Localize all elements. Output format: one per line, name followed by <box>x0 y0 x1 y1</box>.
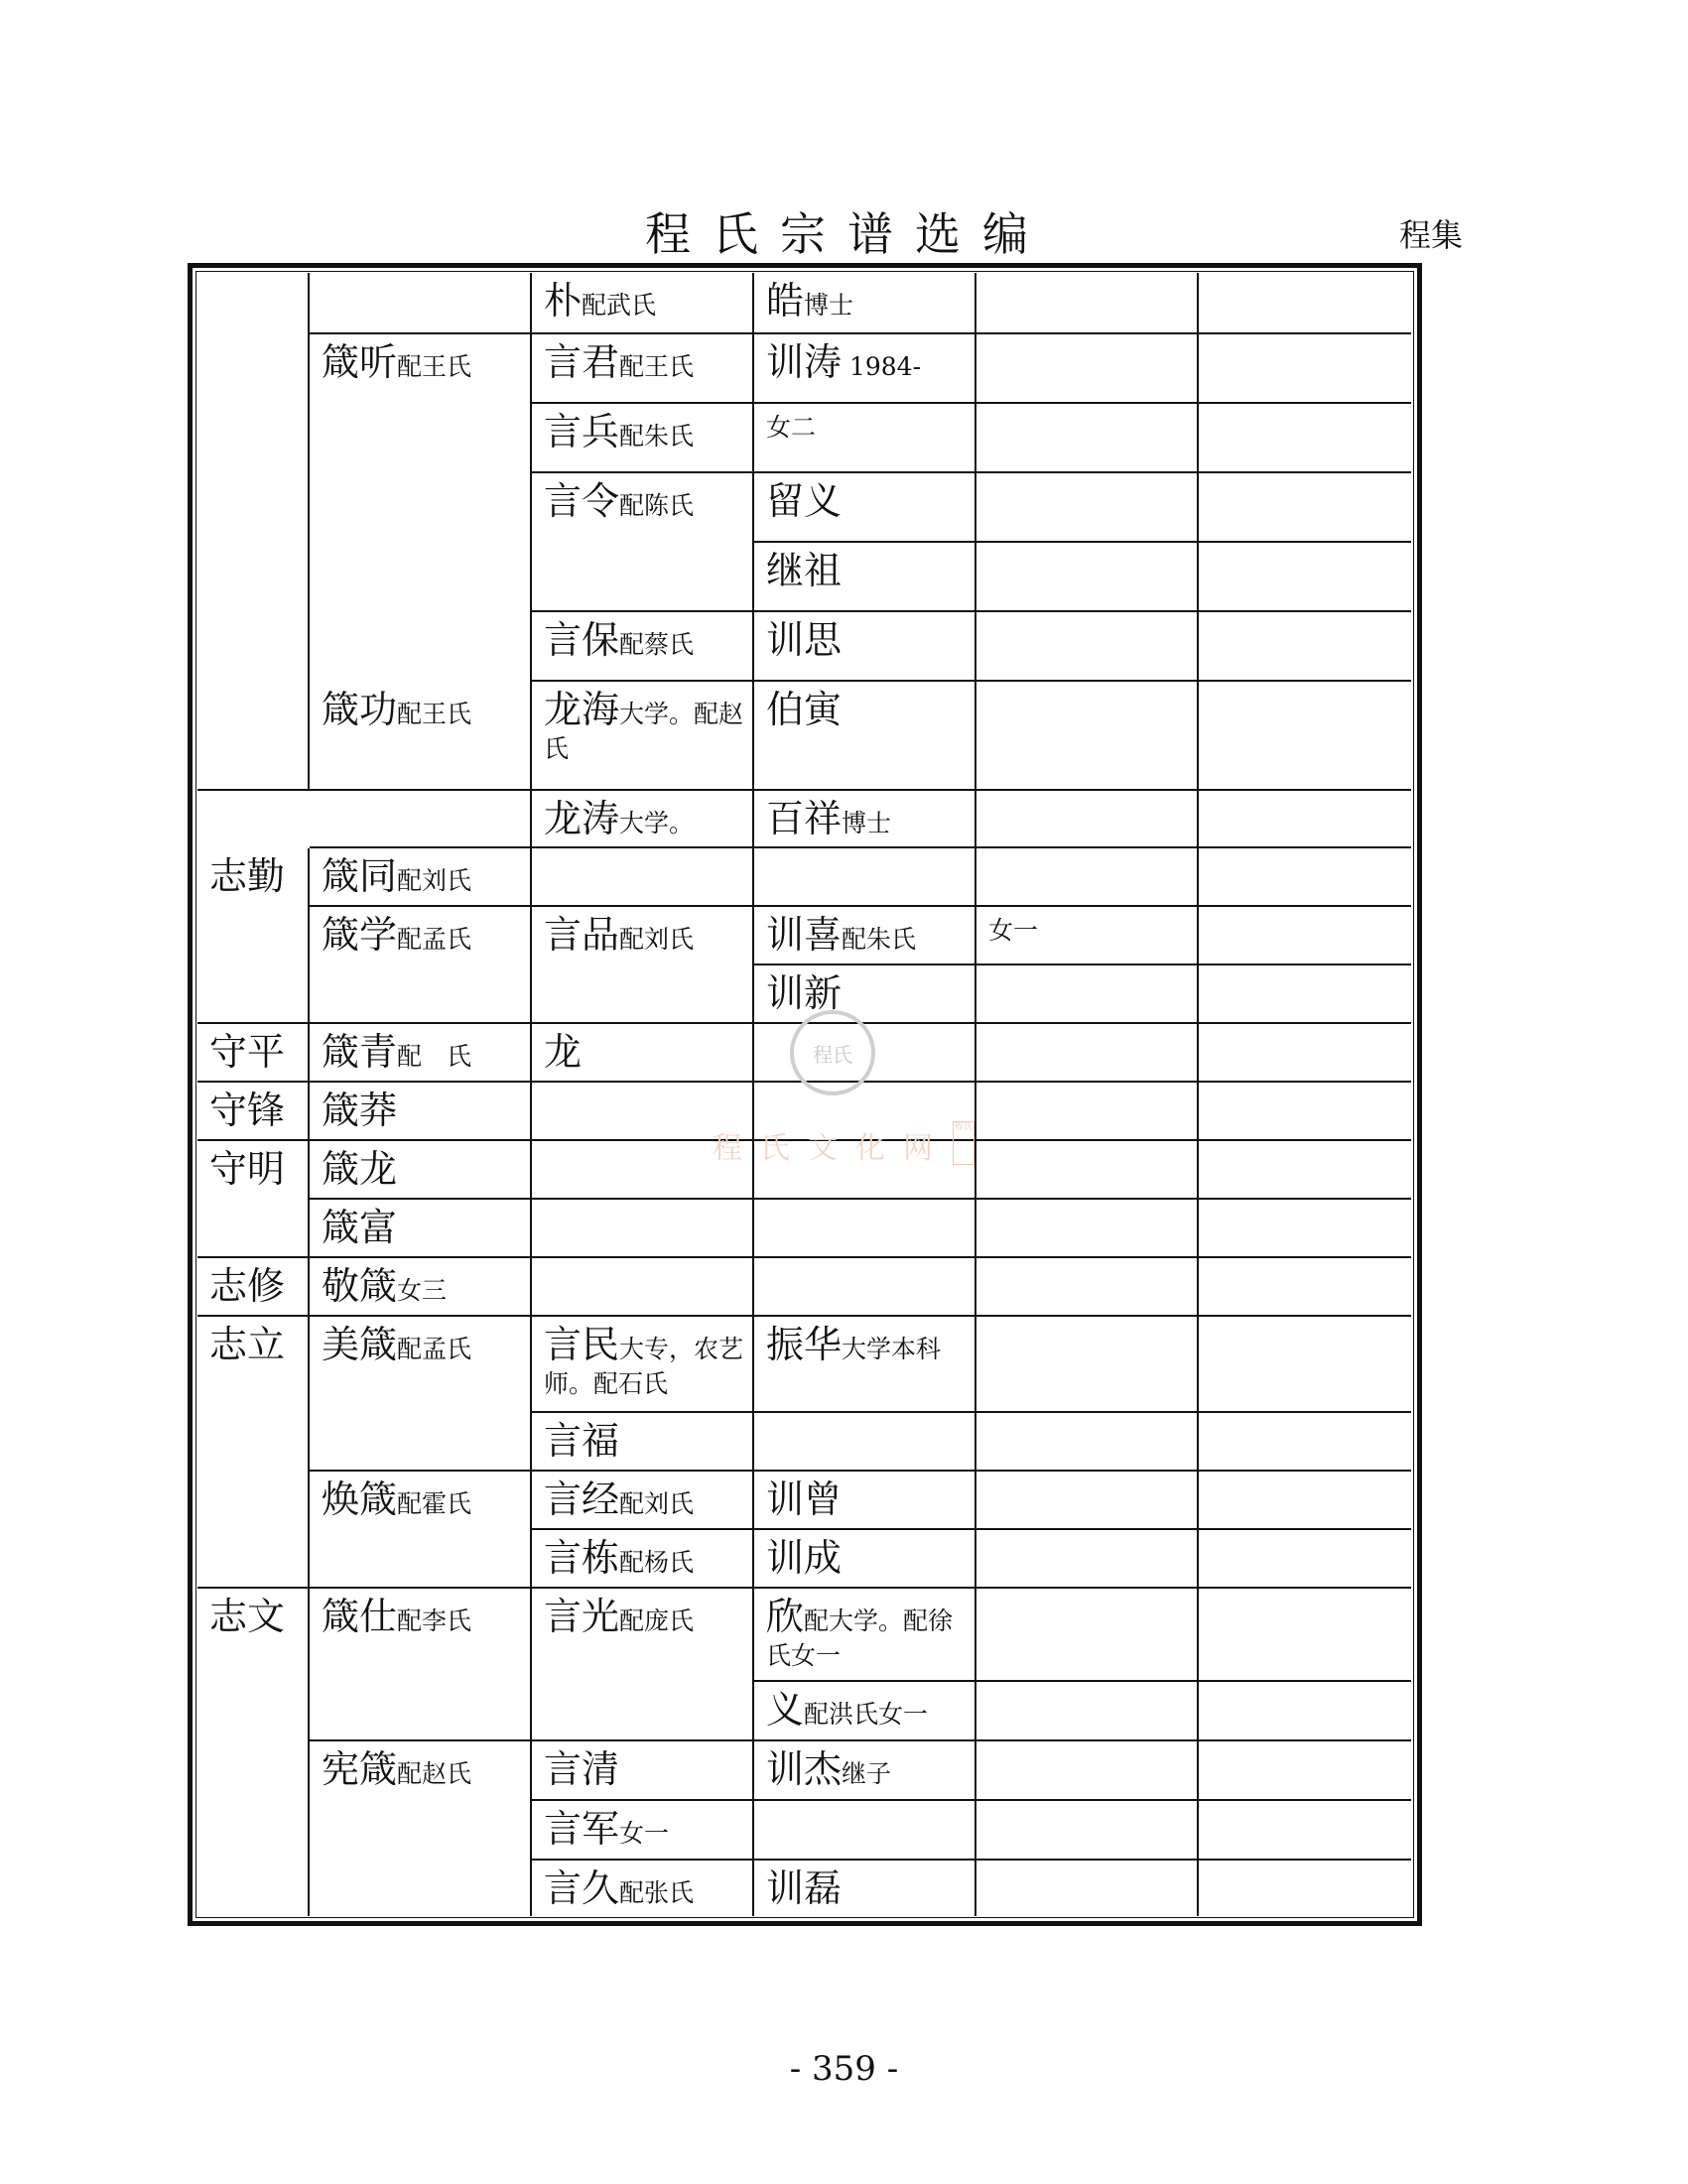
person-name: 言光 <box>544 1595 620 1638</box>
table-cell <box>754 473 976 543</box>
table-cell <box>976 1801 1199 1861</box>
table-cell <box>532 682 754 791</box>
person-name: 箴功 <box>322 688 398 731</box>
person-name: 美箴 <box>322 1323 398 1366</box>
table-cell <box>532 848 754 907</box>
person-name: 言福 <box>544 1419 620 1463</box>
table-cell <box>1199 334 1411 404</box>
person-name: 留义 <box>766 479 843 523</box>
person-name: 焕箴 <box>322 1477 398 1521</box>
table-cell <box>976 965 1199 1024</box>
person-name: 训成 <box>766 1536 843 1580</box>
person-note: 配庞氏 <box>619 1606 695 1635</box>
table-cell <box>310 907 532 1024</box>
table-cell <box>310 1258 532 1317</box>
person-note: 女一 <box>619 1819 670 1848</box>
person-name: 志修 <box>209 1264 286 1308</box>
person-name: 敬箴 <box>322 1264 398 1308</box>
person-name: 训杰 <box>766 1747 843 1791</box>
person-note: 配朱氏 <box>619 422 695 450</box>
person-name: 志勤 <box>209 854 286 898</box>
table-cell <box>754 1801 976 1861</box>
table-cell <box>976 848 1199 907</box>
table-cell <box>1199 1801 1411 1861</box>
person-name: 百祥 <box>766 797 843 840</box>
table-cell <box>1199 907 1411 965</box>
table-cell <box>1199 1472 1411 1530</box>
table-cell <box>1199 273 1411 334</box>
person-name: 言君 <box>544 340 620 384</box>
table-cell <box>1199 1589 1411 1682</box>
watermark-site-text: 程氏文化网 <box>713 1131 951 1166</box>
table-cell <box>310 1472 532 1589</box>
person-name: 训涛 <box>766 340 843 384</box>
table-cell <box>754 612 976 682</box>
person-note: 配 氏 <box>397 1042 472 1071</box>
table-cell <box>1199 848 1411 907</box>
table-cell <box>1199 791 1411 848</box>
person-note: 女三 <box>397 1276 448 1305</box>
table-cell <box>754 907 976 965</box>
table-cell <box>976 273 1199 334</box>
person-name: 言令 <box>544 479 620 523</box>
table-cell <box>976 612 1199 682</box>
person-name: 言民 <box>544 1323 620 1366</box>
table-cell <box>310 1589 532 1741</box>
table-cell <box>754 1200 976 1258</box>
person-note: 配赵氏 <box>397 1759 472 1788</box>
person-name: 箴富 <box>322 1206 398 1249</box>
person-name: 志立 <box>209 1323 286 1366</box>
table-cell <box>532 334 754 404</box>
person-note: 配刘氏 <box>619 1489 695 1518</box>
table-cell <box>976 1682 1199 1741</box>
table-cell <box>754 404 976 473</box>
table-cell <box>976 473 1199 543</box>
table-cell <box>976 682 1199 791</box>
person-note: 配杨氏 <box>619 1548 695 1577</box>
person-note: 博士 <box>842 809 892 837</box>
person-note: 配张氏 <box>619 1878 695 1907</box>
table-cell <box>532 1200 754 1258</box>
person-name: 训新 <box>766 971 843 1015</box>
person-name: 箴仕 <box>322 1595 398 1638</box>
table-cell <box>532 1801 754 1861</box>
table-cell <box>197 1083 310 1141</box>
person-name: 箴青 <box>322 1030 398 1074</box>
table-cell <box>976 1861 1199 1916</box>
table-cell <box>754 543 976 612</box>
person-note: 配武氏 <box>582 291 657 320</box>
person-note: 1984- <box>842 352 922 381</box>
table-cell <box>532 404 754 473</box>
table-cell <box>532 1589 754 1741</box>
table-cell <box>976 1413 1199 1472</box>
table-cell <box>976 334 1199 404</box>
person-name: 伯寅 <box>766 688 843 731</box>
page-title: 程氏宗谱选编 <box>645 207 1050 261</box>
table-cell <box>976 1200 1199 1258</box>
table-cell <box>532 1741 754 1801</box>
person-note: 博士 <box>804 291 854 320</box>
table-cell <box>310 1024 532 1083</box>
person-name: 箴听 <box>322 340 398 384</box>
table-cell <box>197 1317 310 1589</box>
person-name: 朴 <box>544 279 583 322</box>
table-cell <box>197 273 310 791</box>
person-name: 守明 <box>209 1147 286 1191</box>
table-cell <box>754 1861 976 1916</box>
table-cell <box>976 1083 1199 1141</box>
table-cell <box>197 848 310 1024</box>
table-cell <box>976 1589 1199 1682</box>
table-cell <box>1199 1083 1411 1141</box>
table-cell <box>310 1141 532 1200</box>
person-name: 皓 <box>766 279 805 322</box>
person-name: 欣 <box>766 1595 805 1638</box>
table-cell <box>754 682 976 791</box>
person-name: 箴同 <box>322 854 398 898</box>
person-note: 大专，农艺师。配石氏 <box>544 1335 744 1398</box>
table-cell <box>976 1530 1199 1589</box>
person-note: 配李氏 <box>397 1606 472 1635</box>
table-cell <box>310 1083 532 1141</box>
table-cell <box>532 1530 754 1589</box>
person-name: 训思 <box>766 618 843 662</box>
person-name: 龙海 <box>544 688 620 731</box>
table-cell <box>1199 404 1411 473</box>
person-name: 言经 <box>544 1477 620 1521</box>
table-cell <box>1199 1413 1411 1472</box>
person-note: 继子 <box>842 1759 892 1788</box>
person-name: 言军 <box>544 1807 620 1851</box>
person-name: 龙 <box>544 1030 583 1074</box>
table-cell <box>1199 1861 1411 1916</box>
table-cell <box>1199 1200 1411 1258</box>
table-cell <box>532 907 754 1024</box>
person-note: 配孟氏 <box>397 1335 472 1363</box>
person-name: 言久 <box>544 1866 620 1910</box>
person-name: 龙涛 <box>544 797 620 840</box>
table-cell <box>976 543 1199 612</box>
person-note: 配陈氏 <box>619 491 695 520</box>
person-name: 振华 <box>766 1323 843 1366</box>
person-name: 继祖 <box>766 549 843 592</box>
lineage-place: 程集 <box>1399 216 1464 254</box>
table-cell <box>754 791 976 848</box>
table-cell <box>532 473 754 612</box>
table-cell <box>754 1413 976 1472</box>
table-cell <box>1199 1317 1411 1413</box>
person-name: 箴龙 <box>322 1147 398 1191</box>
table-cell <box>197 1141 310 1258</box>
table-cell <box>976 791 1199 848</box>
table-cell <box>1199 965 1411 1024</box>
table-cell <box>976 1258 1199 1317</box>
person-name: 言品 <box>544 913 620 957</box>
table-cell <box>976 907 1199 965</box>
person-note: 大学本科 <box>842 1335 942 1363</box>
person-note: 大学。 <box>619 809 695 837</box>
table-cell <box>532 1472 754 1530</box>
table-cell <box>976 1317 1199 1413</box>
table-cell <box>976 1024 1199 1083</box>
table-cell <box>197 1258 310 1317</box>
table-cell <box>532 1258 754 1317</box>
person-note: 配王氏 <box>397 352 472 381</box>
table-cell <box>310 1200 532 1258</box>
person-note: 女一 <box>988 916 1039 945</box>
person-note: 配孟氏 <box>397 925 472 954</box>
table-cell <box>754 334 976 404</box>
table-cell <box>754 1317 976 1413</box>
table-cell <box>532 612 754 682</box>
table-cell <box>1199 1682 1411 1741</box>
table-cell <box>310 682 532 848</box>
table-cell <box>754 965 976 1024</box>
table-cell <box>754 848 976 907</box>
watermark-seal-text: 程氏 <box>813 1042 852 1067</box>
table-cell <box>310 1741 532 1916</box>
table-cell <box>310 848 532 907</box>
person-name: 训磊 <box>766 1866 843 1910</box>
person-name: 守平 <box>209 1030 286 1074</box>
person-name: 言栋 <box>544 1536 620 1580</box>
person-name: 箴学 <box>322 913 398 957</box>
person-note: 配王氏 <box>619 352 695 381</box>
page-number: - 359 - <box>789 2049 899 2089</box>
table-cell <box>1199 1258 1411 1317</box>
table-cell <box>754 1682 976 1741</box>
person-note: 配王氏 <box>397 700 472 728</box>
watermark-stamp: 程氏 <box>953 1121 974 1165</box>
person-name: 箴莽 <box>322 1089 398 1132</box>
table-cell <box>1199 1024 1411 1083</box>
table-cell <box>1199 1741 1411 1801</box>
table-cell <box>1199 543 1411 612</box>
table-cell <box>754 1530 976 1589</box>
table-cell <box>532 273 754 334</box>
table-cell <box>310 1317 532 1472</box>
table-cell <box>976 1141 1199 1200</box>
person-name: 训喜 <box>766 913 843 957</box>
person-name: 宪箴 <box>322 1747 398 1791</box>
table-cell <box>976 404 1199 473</box>
person-note: 配刘氏 <box>619 925 695 954</box>
table-cell <box>532 791 754 848</box>
table-cell <box>197 1589 310 1916</box>
table-cell <box>1199 1530 1411 1589</box>
person-name: 志文 <box>209 1595 286 1638</box>
person-note: 配蔡氏 <box>619 630 695 659</box>
person-note: 配朱氏 <box>842 925 917 954</box>
table-cell <box>1199 1141 1411 1200</box>
person-name: 义 <box>766 1688 805 1732</box>
person-note: 配霍氏 <box>397 1489 472 1518</box>
person-name: 言清 <box>544 1747 620 1791</box>
table-cell <box>754 273 976 334</box>
table-cell <box>1199 473 1411 543</box>
table-cell <box>754 1589 976 1682</box>
table-cell <box>532 1413 754 1472</box>
person-name: 训曾 <box>766 1477 843 1521</box>
person-note: 大学。配赵氏 <box>544 700 744 763</box>
person-note: 配刘氏 <box>397 866 472 895</box>
table-cell <box>754 1472 976 1530</box>
person-name: 言兵 <box>544 410 620 453</box>
person-name: 守锋 <box>209 1089 286 1132</box>
person-note: 女二 <box>766 413 817 442</box>
table-cell <box>754 1258 976 1317</box>
table-cell <box>1199 682 1411 791</box>
table-cell <box>532 1861 754 1916</box>
table-cell <box>976 1472 1199 1530</box>
person-name: 言保 <box>544 618 620 662</box>
table-cell <box>1199 612 1411 682</box>
table-cell <box>310 273 532 334</box>
table-cell <box>532 1024 754 1083</box>
table-cell <box>976 1741 1199 1801</box>
person-note: 配洪氏女一 <box>804 1700 929 1729</box>
table-cell <box>754 1741 976 1801</box>
table-cell <box>532 1317 754 1413</box>
person-note: 配大学。配徐氏女一 <box>766 1606 954 1670</box>
table-cell <box>197 1024 310 1083</box>
watermark-seal <box>790 1010 875 1095</box>
